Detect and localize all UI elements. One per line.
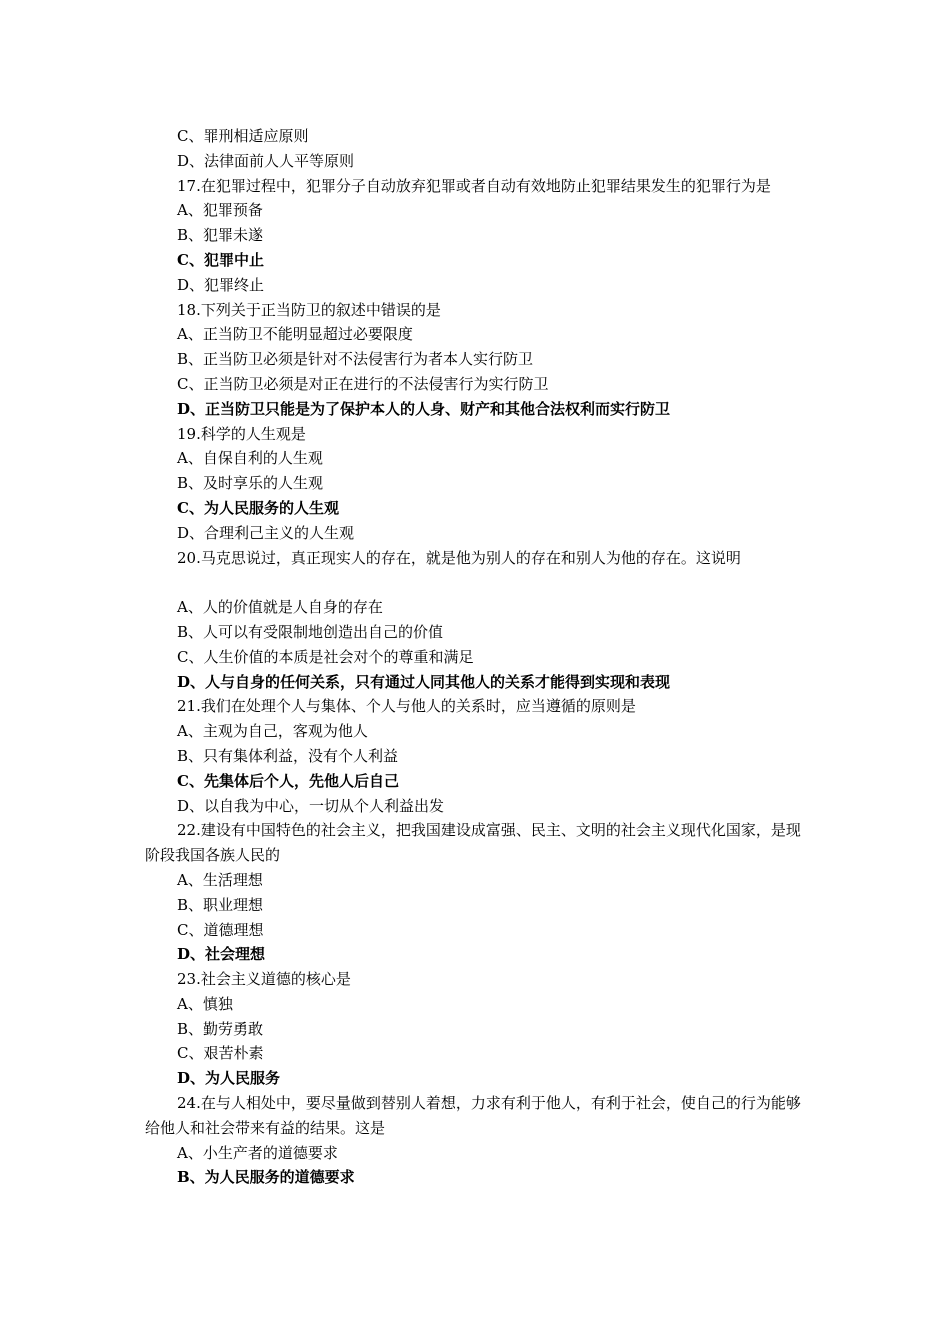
question-text: 18.下列关于正当防卫的叙述中错误的是 bbox=[177, 300, 441, 319]
question-text: 19.科学的人生观是 bbox=[177, 424, 306, 443]
answer-option-correct: C、先集体后个人，先他人后自己 bbox=[177, 771, 399, 790]
answer-option: D、犯罪终止 bbox=[177, 275, 265, 294]
answer-option-correct: C、犯罪中止 bbox=[177, 250, 264, 269]
answer-option-correct: D、人与自身的任何关系，只有通过人同其他人的关系才能得到实现和表现 bbox=[177, 672, 671, 691]
answer-option: A、生活理想 bbox=[177, 870, 263, 889]
answer-option: C、正当防卫必须是对正在进行的不法侵害行为实行防卫 bbox=[177, 374, 549, 393]
answer-option-correct: B、为人民服务的道德要求 bbox=[177, 1168, 355, 1187]
answer-option: D、以自我为中心，一切从个人利益出发 bbox=[177, 796, 445, 815]
answer-option: A、小生产者的道德要求 bbox=[177, 1143, 338, 1162]
question-text: 21.我们在处理个人与集体、个人与他人的关系时，应当遵循的原则是 bbox=[177, 697, 636, 716]
question-text: 17.在犯罪过程中，犯罪分子自动放弃犯罪或者自动有效地防止犯罪结果发生的犯罪行为是 bbox=[177, 176, 771, 195]
blank-line bbox=[145, 570, 815, 595]
answer-option: B、只有集体利益，没有个人利益 bbox=[177, 746, 399, 765]
answer-option: D、合理利己主义的人生观 bbox=[177, 523, 355, 542]
answer-option-correct: D、正当防卫只能是为了保护本人的人身、财产和其他合法权利而实行防卫 bbox=[177, 399, 671, 418]
answer-option: A、犯罪预备 bbox=[177, 201, 263, 220]
answer-option: A、正当防卫不能明显超过必要限度 bbox=[177, 325, 413, 344]
question-text: 23.社会主义道德的核心是 bbox=[177, 970, 351, 989]
answer-option: B、勤劳勇敢 bbox=[177, 1019, 264, 1038]
answer-option: B、职业理想 bbox=[177, 895, 264, 914]
exam-questions bbox=[145, 124, 815, 1190]
answer-option: D、法律面前人人平等原则 bbox=[177, 151, 355, 170]
answer-option: B、人可以有受限制地创造出自己的价值 bbox=[177, 622, 444, 641]
answer-option: C、人生价值的本质是社会对个的尊重和满足 bbox=[177, 647, 474, 666]
answer-option-correct: C、为人民服务的人生观 bbox=[177, 498, 339, 517]
answer-option: B、犯罪未遂 bbox=[177, 226, 264, 245]
answer-option: A、人的价值就是人自身的存在 bbox=[177, 598, 383, 617]
question-text: 24.在与人相处中，要尽量做到替别人着想，力求有利于他人，有利于社会，使自己的行为能够给他人和社会带来有益的结果。这是 bbox=[145, 1094, 801, 1137]
question-text: 20.马克思说过，真正现实人的存在，就是他为别人的存在和别人为他的存在。这说明 bbox=[177, 548, 741, 567]
answer-option: A、慎独 bbox=[177, 994, 233, 1013]
answer-option: C、艰苦朴素 bbox=[177, 1044, 264, 1063]
answer-option: A、自保自利的人生观 bbox=[177, 449, 323, 468]
answer-option-correct: D、为人民服务 bbox=[177, 1069, 281, 1088]
answer-option-correct: D、社会理想 bbox=[177, 945, 266, 964]
answer-option: B、及时享乐的人生观 bbox=[177, 474, 324, 493]
answer-option: C、道德理想 bbox=[177, 920, 264, 939]
question-text: 22.建设有中国特色的社会主义，把我国建设成富强、民主、文明的社会主义现代化国家，是现阶段我国各族人民的 bbox=[145, 821, 801, 865]
answer-option: B、正当防卫必须是针对不法侵害行为者本人实行防卫 bbox=[177, 350, 534, 369]
answer-option: C、罪刑相适应原则 bbox=[177, 127, 309, 145]
answer-option: A、主观为自己，客观为他人 bbox=[177, 722, 368, 741]
